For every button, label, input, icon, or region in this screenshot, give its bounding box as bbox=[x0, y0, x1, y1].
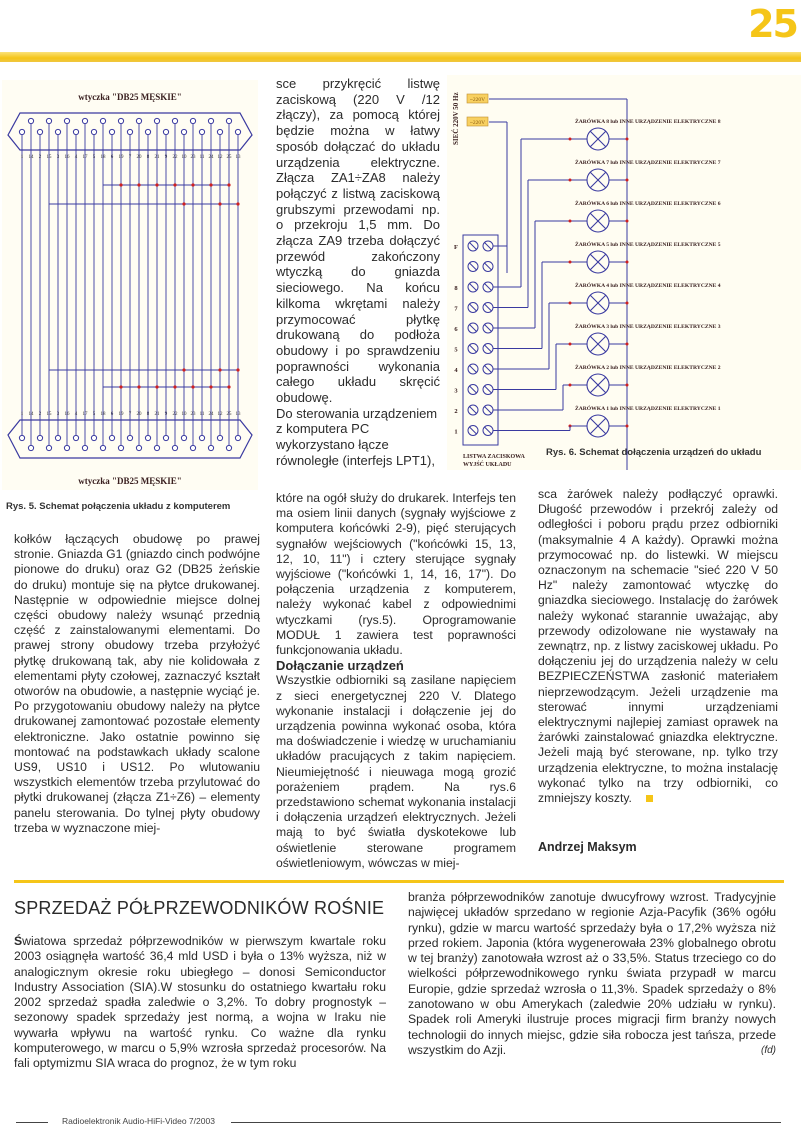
news-text: branża półprzewodników zanotuje dwucyfrowy wzrost. Tradycyjnie najwięcej układów sprzedano w regionie Azja-Pacyfik (36% ogółu rynku), gdzie w marcu wartość sprzedaży była o 17,2% wyższa niż przed rokiem. Japonia (która wygenerowała 23% globalnego obrotu w tej branży) zanotowała wzrost aż o 33,5%. Status trzeciego co do wielkości półprzewodnikowego rynku świata przypadł w marcu Europie, gdzie sprzedaż wzrosła o 11,3%. Spadek sprzedaży o 8% zanotowano w obu Amerykach (zaledwie 20% udziału w rynku). Spadek roli Ameryki ilustruje proces migracji firm branży nowych technologii do innych miejsc, gdzie siła robocza jest tańsza, przede wszystkim do Azji. bbox=[408, 890, 776, 1057]
article-column-right bbox=[538, 487, 778, 806]
paragraph: Wszystkie odbiorniki są zasilane napięciem z sieci energetycznej 220 V. Dlatego wykonanie instalacji i dołączenie jej do urządzenia powinna wykonać osoba, która ma doświadczenie i wiedzę w uruchamianiu układów pracujących z takim napięciem. Nieumiejętność i nieuwaga mogą grozić porażeniem prądem. Na rys.6 przedstawiono schemat wykonania instalacji i dołączenia urządzeń elektrycznych. Jeżeli mają to być światła dyskotekowe lub oświetlenie sterowane programem oświetleniowym, wówczas w miej- bbox=[276, 673, 516, 870]
pin-circle bbox=[208, 118, 213, 123]
pin-circle bbox=[208, 445, 213, 450]
pin-circle bbox=[199, 435, 204, 440]
pin-circle bbox=[154, 118, 159, 123]
pin-number-label: 9 bbox=[164, 155, 168, 160]
pin-circle bbox=[73, 129, 78, 134]
junction-dot bbox=[227, 183, 230, 186]
junction-dot bbox=[236, 202, 239, 205]
junction-dot bbox=[569, 384, 572, 387]
screw-slot bbox=[470, 427, 477, 434]
pin-number-label: 4 bbox=[74, 412, 78, 417]
load-label: ŻARÓWKA 8 lub INNE URZĄDZENIE ELEKTRYCZNE 8 bbox=[575, 119, 721, 125]
pin-circle bbox=[181, 435, 186, 440]
screw-slot bbox=[470, 386, 477, 393]
pin-circle bbox=[172, 118, 177, 123]
junction-dot bbox=[173, 385, 176, 388]
screw-slot bbox=[470, 243, 477, 250]
terminal-number: 4 bbox=[454, 367, 458, 374]
junction-dot bbox=[191, 385, 194, 388]
pin-circle bbox=[235, 129, 240, 134]
strip-label: LISTWA ZACISKOWA bbox=[463, 454, 525, 460]
junction-dot bbox=[155, 385, 158, 388]
pin-circle bbox=[19, 129, 24, 134]
pin-number-label: 18 bbox=[100, 155, 106, 160]
section-heading: Dołączanie urządzeń bbox=[276, 658, 404, 674]
pin-number-label: 14 bbox=[28, 155, 34, 160]
top-connector-label: wtyczka "DB25 MĘSKIE" bbox=[78, 92, 182, 102]
db25-connection-diagram bbox=[2, 80, 258, 490]
screw-slot bbox=[485, 407, 492, 414]
pin-number-label: 10 bbox=[181, 412, 187, 417]
load-label: ŻARÓWKA 3 lub INNE URZĄDZENIE ELEKTRYCZNE 3 bbox=[575, 324, 721, 330]
figure-5-caption: Rys. 5. Schemat połączenia układu z komputerem bbox=[6, 501, 231, 512]
pin-circle bbox=[145, 129, 150, 134]
pin-circle bbox=[226, 445, 231, 450]
pin-circle bbox=[136, 118, 141, 123]
terminal-number: 8 bbox=[454, 285, 458, 292]
pin-circle bbox=[235, 435, 240, 440]
pin-number-label: 22 bbox=[172, 412, 178, 417]
pin-circle bbox=[19, 435, 24, 440]
pin-number-label: 6 bbox=[110, 155, 114, 160]
pin-circle bbox=[82, 445, 87, 450]
pin-number-label: 17 bbox=[82, 412, 88, 417]
header-bar bbox=[0, 52, 801, 62]
load-label: ŻARÓWKA 6 lub INNE URZĄDZENIE ELEKTRYCZNE 6 bbox=[575, 201, 721, 207]
load-label: ŻARÓWKA 5 lub INNE URZĄDZENIE ELEKTRYCZNE 5 bbox=[575, 242, 721, 248]
junction-dot bbox=[209, 183, 212, 186]
junction-dot bbox=[218, 202, 221, 205]
load-wiring-diagram bbox=[447, 75, 801, 470]
news-text: wiatowa sprzedaż półprzewodników w pierwszym kwartale roku 2003 osiągnęła wartość 36,4 mld USD i była o 13% wyższa, niż w analogicznym okresie roku ubiegłego – donosi Semiconductor Industry Association (SIA).W stosunku do ostatniego kwartału roku 2002 sprzedaż spadła zaledwie o 3,2%. To dobry prognostyk – sezonowy spadek sprzedaży jest normą, a wojna w Iraku nie wywarła wpływu na wartość rynku. Co ważne dla rynku komputerowego, w marcu o 5,9% wzrosła sprzedaż procesorów. Na fali optymizmu SIA wraca do prognoz, że w tym roku bbox=[14, 934, 386, 1071]
pin-circle bbox=[28, 445, 33, 450]
pin-circle bbox=[127, 129, 132, 134]
pin-circle bbox=[55, 129, 60, 134]
pin-circle bbox=[64, 118, 69, 123]
pin-circle bbox=[181, 129, 186, 134]
junction-dot bbox=[569, 302, 572, 305]
screw-slot bbox=[485, 427, 492, 434]
junction-dot bbox=[227, 385, 230, 388]
junction-dot bbox=[626, 179, 629, 182]
screw-slot bbox=[470, 304, 477, 311]
pin-number-label: 7 bbox=[128, 412, 132, 417]
junction-dot bbox=[119, 183, 122, 186]
pin-circle bbox=[199, 129, 204, 134]
pin-circle bbox=[91, 435, 96, 440]
pin-circle bbox=[55, 435, 60, 440]
pin-number-label: 15 bbox=[46, 155, 52, 160]
pin-circle bbox=[163, 435, 168, 440]
junction-dot bbox=[137, 183, 140, 186]
pin-number-label: 23 bbox=[190, 412, 196, 417]
pin-number-label: 24 bbox=[208, 155, 214, 160]
junction-dot bbox=[569, 179, 572, 182]
screw-slot bbox=[485, 386, 492, 393]
screw-slot bbox=[485, 366, 492, 373]
pin-number-label: 21 bbox=[154, 412, 160, 417]
pin-number-label: 23 bbox=[190, 155, 196, 160]
pin-circle bbox=[136, 445, 141, 450]
junction-dot bbox=[626, 425, 629, 428]
screw-slot bbox=[470, 325, 477, 332]
pin-circle bbox=[172, 445, 177, 450]
pin-number-label: 11 bbox=[199, 155, 205, 160]
article-column-middle bbox=[276, 491, 516, 871]
pin-number-label: 19 bbox=[118, 155, 124, 160]
pin-circle bbox=[163, 129, 168, 134]
footer-rule bbox=[231, 1122, 781, 1123]
pin-number-label: 25 bbox=[226, 412, 232, 417]
screw-slot bbox=[485, 325, 492, 332]
pin-circle bbox=[100, 118, 105, 123]
pin-circle bbox=[73, 435, 78, 440]
junction-dot bbox=[209, 385, 212, 388]
junction-dot bbox=[173, 183, 176, 186]
pin-number-label: 10 bbox=[181, 155, 187, 160]
pin-number-label: 12 bbox=[217, 155, 223, 160]
screw-slot bbox=[470, 263, 477, 270]
pin-circle bbox=[109, 129, 114, 134]
mains-label: SIEĆ 220V 50 Hz bbox=[452, 92, 460, 145]
junction-dot bbox=[236, 368, 239, 371]
pin-circle bbox=[118, 445, 123, 450]
pin-number-label: 7 bbox=[128, 155, 132, 160]
pin-number-label: 25 bbox=[226, 155, 232, 160]
screw-slot bbox=[470, 407, 477, 414]
figure-6-caption: Rys. 6. Schemat dołączenia urządzeń do układu bbox=[546, 447, 762, 458]
junction-dot bbox=[182, 202, 185, 205]
pin-number-label: 13 bbox=[235, 412, 241, 417]
pin-circle bbox=[190, 118, 195, 123]
author-name: Andrzej Maksym bbox=[538, 840, 637, 854]
load-label: ŻARÓWKA 4 lub INNE URZĄDZENIE ELEKTRYCZNE 4 bbox=[575, 283, 721, 289]
article-column-left bbox=[14, 532, 260, 836]
junction-dot bbox=[626, 384, 629, 387]
pin-number-label: 14 bbox=[28, 412, 34, 417]
news-title: SPRZEDAŻ PÓŁPRZEWODNIKÓW ROŚNIE bbox=[14, 898, 385, 918]
junction-dot bbox=[569, 343, 572, 346]
junction-dot bbox=[569, 138, 572, 141]
junction-dot bbox=[182, 368, 185, 371]
screw-slot bbox=[485, 263, 492, 270]
pin-number-label: 8 bbox=[146, 155, 150, 160]
pin-number-label: 9 bbox=[164, 412, 168, 417]
article-column-middle-top bbox=[276, 76, 440, 469]
screw-slot bbox=[470, 366, 477, 373]
pin-number-label: 22 bbox=[172, 155, 178, 160]
terminal-number: F bbox=[454, 244, 458, 251]
strip-label: WYJŚĆ UKŁADU bbox=[463, 462, 512, 468]
figure-6-schematic bbox=[447, 75, 801, 470]
pin-circle bbox=[118, 118, 123, 123]
pin-number-label: 11 bbox=[199, 412, 205, 417]
pin-number-label: 17 bbox=[82, 155, 88, 160]
footer-rule bbox=[16, 1122, 48, 1123]
screw-slot bbox=[470, 284, 477, 291]
junction-dot bbox=[626, 138, 629, 141]
pin-circle bbox=[46, 445, 51, 450]
pin-circle bbox=[226, 118, 231, 123]
junction-dot bbox=[626, 261, 629, 264]
pin-number-label: 16 bbox=[64, 155, 70, 160]
pin-number-label: 2 bbox=[38, 155, 42, 160]
junction-dot bbox=[137, 385, 140, 388]
paragraph: Do sterowania urządzeniem z komputera PC wykorzystano łącze równoległe (interfejs LPT1), bbox=[276, 405, 438, 468]
terminal-number: 3 bbox=[454, 387, 458, 395]
screw-slot bbox=[470, 345, 477, 352]
pin-circle bbox=[109, 435, 114, 440]
junction-dot bbox=[191, 183, 194, 186]
pin-number-label: 6 bbox=[110, 412, 114, 417]
junction-dot bbox=[155, 183, 158, 186]
pin-number-label: 4 bbox=[74, 155, 78, 160]
news-column-right bbox=[408, 890, 776, 1058]
screw-slot bbox=[485, 284, 492, 291]
pin-circle bbox=[145, 435, 150, 440]
pin-number-label: 21 bbox=[154, 155, 160, 160]
pin-circle bbox=[82, 118, 87, 123]
pin-number-label: 19 bbox=[118, 412, 124, 417]
phase-label: ~220V bbox=[469, 97, 486, 103]
junction-dot bbox=[569, 220, 572, 223]
pin-circle bbox=[46, 118, 51, 123]
terminal-number: 2 bbox=[454, 408, 458, 415]
pin-circle bbox=[91, 129, 96, 134]
screw-slot bbox=[485, 243, 492, 250]
pin-number-label: 24 bbox=[208, 412, 214, 417]
figure-5-schematic bbox=[2, 80, 258, 490]
news-signature: (fd) bbox=[761, 1044, 776, 1056]
pin-circle bbox=[64, 445, 69, 450]
paragraph-text: sca żarówek należy podłączyć oprawki. Długość przewodów i przekrój zależy od odległości i poboru prądu przez odbiorniki (maksymalnie 4 A każdy). Oprawki można przymocować np. do listewki. W miejscu oznaczonym na schemacie "sieć 220 V 50 Hz" należy zamontować wtyczkę do gniazdka sieciowego. Instalację do żarówek należy wykonać starannie uważając, aby przewody odizolowane nie wystawały na zewnątrz, np. z listwy zaciskowej układu. Po dołączeniu jej do urządzenia należy w celu BEZPIECZEŃSTWA zasłonić materiałem nieprzewodzącym. Jeżeli urządzenie ma sterować innymi urządzeniami elektrycznymi najlepiej zamiast oprawek na żarówki zainstalować gniazdka elektryczne. Jeżeli mają być sterowane, np. tylko trzy urządzenia elektryczne, to można instalację wykonać tylko na trzy odbiorniki, co zmniejszy koszty. bbox=[538, 487, 778, 806]
pin-number-label: 16 bbox=[64, 412, 70, 417]
pin-circle bbox=[100, 445, 105, 450]
pin-circle bbox=[217, 435, 222, 440]
pin-number-label: 1 bbox=[20, 412, 24, 417]
news-column-left bbox=[14, 934, 386, 1072]
paragraph: kołków łączących obudowę po prawej stronie. Gniazda G1 (gniazdo cinch podwójne pionowe do druku) oraz G2 (DB25 żeńskie do druku) montuje się na płytce drukowanej. Następnie w odpowiednie miejsce dolnej części obudowy należy wsunąć przednią część z zainstalowanymi elementami. Do prawej strony obudowy trzeba przyłożyć płytkę drukowaną tak, aby nie kolidowała z elementami płyty czołowej, zaznaczyć kształt otworów na obudowie, a następnie wyciąć je. Po przygotowaniu obudowy należy na płytce drukowanej zamontować pozostałe elementy elektroniczne. Jako ostatnie powinno się montować na podstawkach układy scalone US9, US10 i US12. Po wlutowaniu wszystkich elementów trzeba przylutować do płytki drukowanej (złącza Z1÷Z6) – elementy panelu sterowania. Do tylnej płyty obudowy trzeba w wyznaczone miej- bbox=[14, 532, 260, 835]
pin-number-label: 5 bbox=[92, 412, 96, 417]
pin-circle bbox=[37, 435, 42, 440]
junction-dot bbox=[626, 302, 629, 305]
phase-label: ~220V bbox=[469, 120, 486, 126]
paragraph: sce przykręcić listwę zaciskową (220 V /12 złączy), za pomocą której będzie można w łatwy sposób dołączać do układu urządzenia elektryczne. Złącza ZA1÷ZA8 należy połączyć z listwą zaciskową grubszymi przewodami np. o przekroju 1,5 mm. Do złącza ZA9 trzeba dołączyć przewód zakończony wtyczką do gniazda sieciowego. Na końcu kilkoma wkrętami należy przymocować płytkę drukowaną do podłoża obudowy i po sprawdzeniu poprawności wykonania całego układu skręcić obudowę. bbox=[276, 76, 440, 406]
load-label: ŻARÓWKA 1 lub INNE URZĄDZENIE ELEKTRYCZNE 1 bbox=[575, 406, 721, 412]
pin-circle bbox=[37, 129, 42, 134]
paragraph: które na ogół służy do drukarek. Interfejs ten ma osiem linii danych (sygnały wyjściowe z komputera końcówki 2-9), pięć sterujących sygnałów wejściowych ("końcówki 15, 13, 12, 10, 11") i cztery sterujące sygnały wyjściowe ("końcówki 1, 14, 16, 17"). Do połączenia urządzenia z komputerem, należy wykonać kabel z odpowiednimi wtyczkami (rys.5). Oprogramowanie MODUŁ 1 zawiera test poprawności funkcjonowania układu. bbox=[276, 491, 516, 658]
pin-circle bbox=[28, 118, 33, 123]
terminal-number: 7 bbox=[454, 305, 458, 313]
terminal-number: 6 bbox=[454, 326, 458, 333]
pin-number-label: 12 bbox=[217, 412, 223, 417]
pin-number-label: 13 bbox=[235, 155, 241, 160]
pin-number-label: 15 bbox=[46, 412, 52, 417]
junction-dot bbox=[218, 368, 221, 371]
pin-circle bbox=[190, 445, 195, 450]
footer-publication: Radioelektronik Audio-HiFi-Video 7/2003 bbox=[62, 1116, 215, 1126]
junction-dot bbox=[626, 343, 629, 346]
junction-dot bbox=[626, 220, 629, 223]
terminal-number: 5 bbox=[454, 346, 458, 354]
bottom-connector-label: wtyczka "DB25 MĘSKIE" bbox=[78, 476, 182, 486]
page-number: 25 bbox=[748, 2, 797, 46]
news-separator bbox=[14, 880, 784, 883]
pin-circle bbox=[154, 445, 159, 450]
page-footer bbox=[16, 1116, 781, 1128]
pin-number-label: 18 bbox=[100, 412, 106, 417]
pin-number-label: 8 bbox=[146, 412, 150, 417]
end-of-article-marker bbox=[646, 795, 653, 802]
pin-number-label: 3 bbox=[56, 155, 60, 160]
pin-circle bbox=[217, 129, 222, 134]
paragraph bbox=[538, 487, 778, 806]
pin-number-label: 2 bbox=[38, 412, 42, 417]
pin-number-label: 20 bbox=[136, 155, 142, 160]
pin-circle bbox=[127, 435, 132, 440]
load-label: ŻARÓWKA 7 lub INNE URZĄDZENIE ELEKTRYCZNE 7 bbox=[575, 160, 721, 166]
screw-slot bbox=[485, 345, 492, 352]
pin-number-label: 1 bbox=[20, 155, 24, 160]
junction-dot bbox=[569, 261, 572, 264]
pin-number-label: 3 bbox=[56, 412, 60, 417]
pin-number-label: 5 bbox=[92, 155, 96, 160]
junction-dot bbox=[119, 385, 122, 388]
screw-slot bbox=[485, 304, 492, 311]
load-label: ŻARÓWKA 2 lub INNE URZĄDZENIE ELEKTRYCZNE 2 bbox=[575, 365, 721, 371]
terminal-number: 1 bbox=[454, 428, 458, 436]
pin-number-label: 20 bbox=[136, 412, 142, 417]
drop-cap: Ś bbox=[14, 934, 23, 948]
